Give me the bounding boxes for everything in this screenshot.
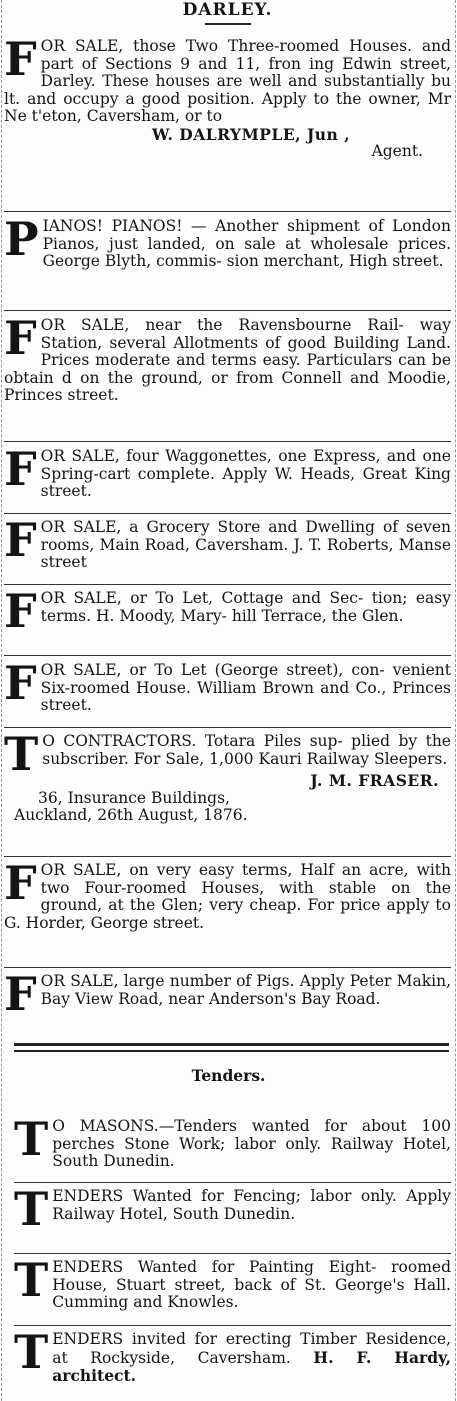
ad-building-land: [4, 311, 452, 405]
ad-body: F OR SALE, large number of Pigs. Apply Peter Makin, Bay View Road, near Anderson's Bay Road.: [4, 967, 451, 1021]
tender-body: T ENDERS Wanted for Fencing; labor only. Apply Railway Hotel, South Dunedin.: [14, 1182, 451, 1236]
tender-body: T ENDERS Wanted for Painting Eight- roomed House, Stuart street, back of St. George's Hall. Cumming and Knowles.: [14, 1253, 451, 1311]
ad-body: T O CONTRACTORS. Totara Piles sup- plied by the subscriber. For Sale, 1,000 Kauri Railway Sleepers.: [4, 727, 451, 781]
ad-waggonettes: [4, 442, 451, 501]
divider: [4, 856, 451, 857]
tender-body: T ENDERS invited for erecting Timber Residence, at Rockyside, Caversham. H. F. Hardy, architect.: [14, 1325, 451, 1385]
ad-grocery-store: [4, 513, 451, 572]
drop-cap: T: [14, 1253, 49, 1307]
divider: [4, 584, 451, 585]
tenders-heading: Tenders.: [191, 1066, 266, 1085]
ad-pigs: [4, 967, 451, 1021]
divider: [4, 513, 451, 514]
ad-signature-sub: Agent.: [371, 142, 423, 160]
ad-signature: W. DALRYMPLE, Jun ,: [152, 124, 351, 144]
ad-address: 36, Insurance Buildings,: [38, 788, 230, 807]
ad-body: F OR SALE, a Grocery Store and Dwelling of seven rooms, Main Road, Caversham. J. T. Roberts, Manse street: [4, 513, 451, 571]
heading-underline: [205, 23, 251, 25]
ad-body: F OR SALE, on very easy terms, Half an acre, with two Four-roomed Houses, with stable on the ground, at the Glen; very cheap. For price apply to G. Horder, George street.: [4, 856, 451, 932]
drop-cap: T: [14, 1182, 49, 1236]
divider: [4, 967, 451, 968]
drop-cap: F: [4, 513, 37, 567]
ad-six-roomed-house: [4, 656, 451, 715]
drop-cap: T: [14, 1112, 49, 1166]
drop-cap: P: [4, 212, 39, 266]
ad-body: F OR SALE, four Waggonettes, one Express, and one Spring-cart complete. Apply W. Heads, Great King street.: [4, 442, 451, 500]
ad-body: F OR SALE, near the Ravensbourne Rail- way Station, several Allotments of good Building Land. Prices moderate and terms easy. Particulars can be obtain d on the ground, or from Connell and Moodie, Princes street.: [4, 311, 452, 404]
ad-date: Auckland, 26th August, 1876.: [14, 806, 248, 824]
divider: [4, 441, 451, 442]
tender-painting: [14, 1253, 451, 1312]
ad-body: F OR SALE, those Two Three-roomed Houses. and part of Sections 9 and 11, fron ing Edwin street, Darley. These houses are well and substantially bu lt. and occupy a good position. Apply to the owner, Mr Ne t'eton, Caversham, or to: [4, 32, 452, 125]
drop-cap: F: [4, 32, 37, 86]
divider: [14, 1325, 451, 1326]
section-double-rule: [14, 1050, 449, 1052]
drop-cap: F: [4, 584, 37, 638]
drop-cap: F: [4, 656, 37, 710]
tender-masons: [14, 1112, 451, 1171]
drop-cap: F: [4, 967, 37, 1021]
divider: [4, 310, 451, 311]
tender-fencing: [14, 1182, 451, 1236]
ad-half-acre: [4, 856, 451, 932]
drop-cap: T: [14, 1325, 49, 1379]
ad-body: P IANOS! PIANOS! — Another shipment of London Pianos, just landed, on sale at wholesale prices. George Blyth, commis- sion merchant, High street.: [4, 212, 451, 270]
drop-cap: F: [4, 856, 37, 910]
drop-cap: F: [4, 442, 37, 496]
drop-cap: F: [4, 311, 37, 365]
tender-timber-residence: [14, 1325, 451, 1386]
divider: [14, 1253, 451, 1254]
column-border-left: [1, 0, 2, 1401]
ad-pianos: [4, 212, 451, 271]
divider: [14, 1182, 451, 1183]
column-border-right: [455, 0, 456, 1401]
ad-contractors: [4, 727, 451, 825]
drop-cap: T: [4, 727, 39, 781]
section-double-rule: [14, 1043, 449, 1046]
ad-body: F OR SALE, or To Let (George street), con- venient Six-roomed House. William Brown and Co., Princes street.: [4, 656, 451, 714]
divider: [4, 727, 451, 728]
ad-darley-houses: [4, 32, 452, 161]
section-heading: DARLEY.: [182, 0, 273, 20]
divider: [4, 211, 451, 212]
tender-body: T O MASONS.—Tenders wanted for about 100 perches Stone Work; labor only. Railway Hotel, South Dunedin.: [14, 1112, 451, 1170]
ad-body: F OR SALE, or To Let, Cottage and Sec- tion; easy terms. H. Moody, Mary- hill Terrace, the Glen.: [4, 584, 451, 638]
ad-cottage: [4, 584, 451, 638]
divider: [4, 655, 451, 656]
ad-signature: J. M. FRASER.: [310, 771, 439, 790]
